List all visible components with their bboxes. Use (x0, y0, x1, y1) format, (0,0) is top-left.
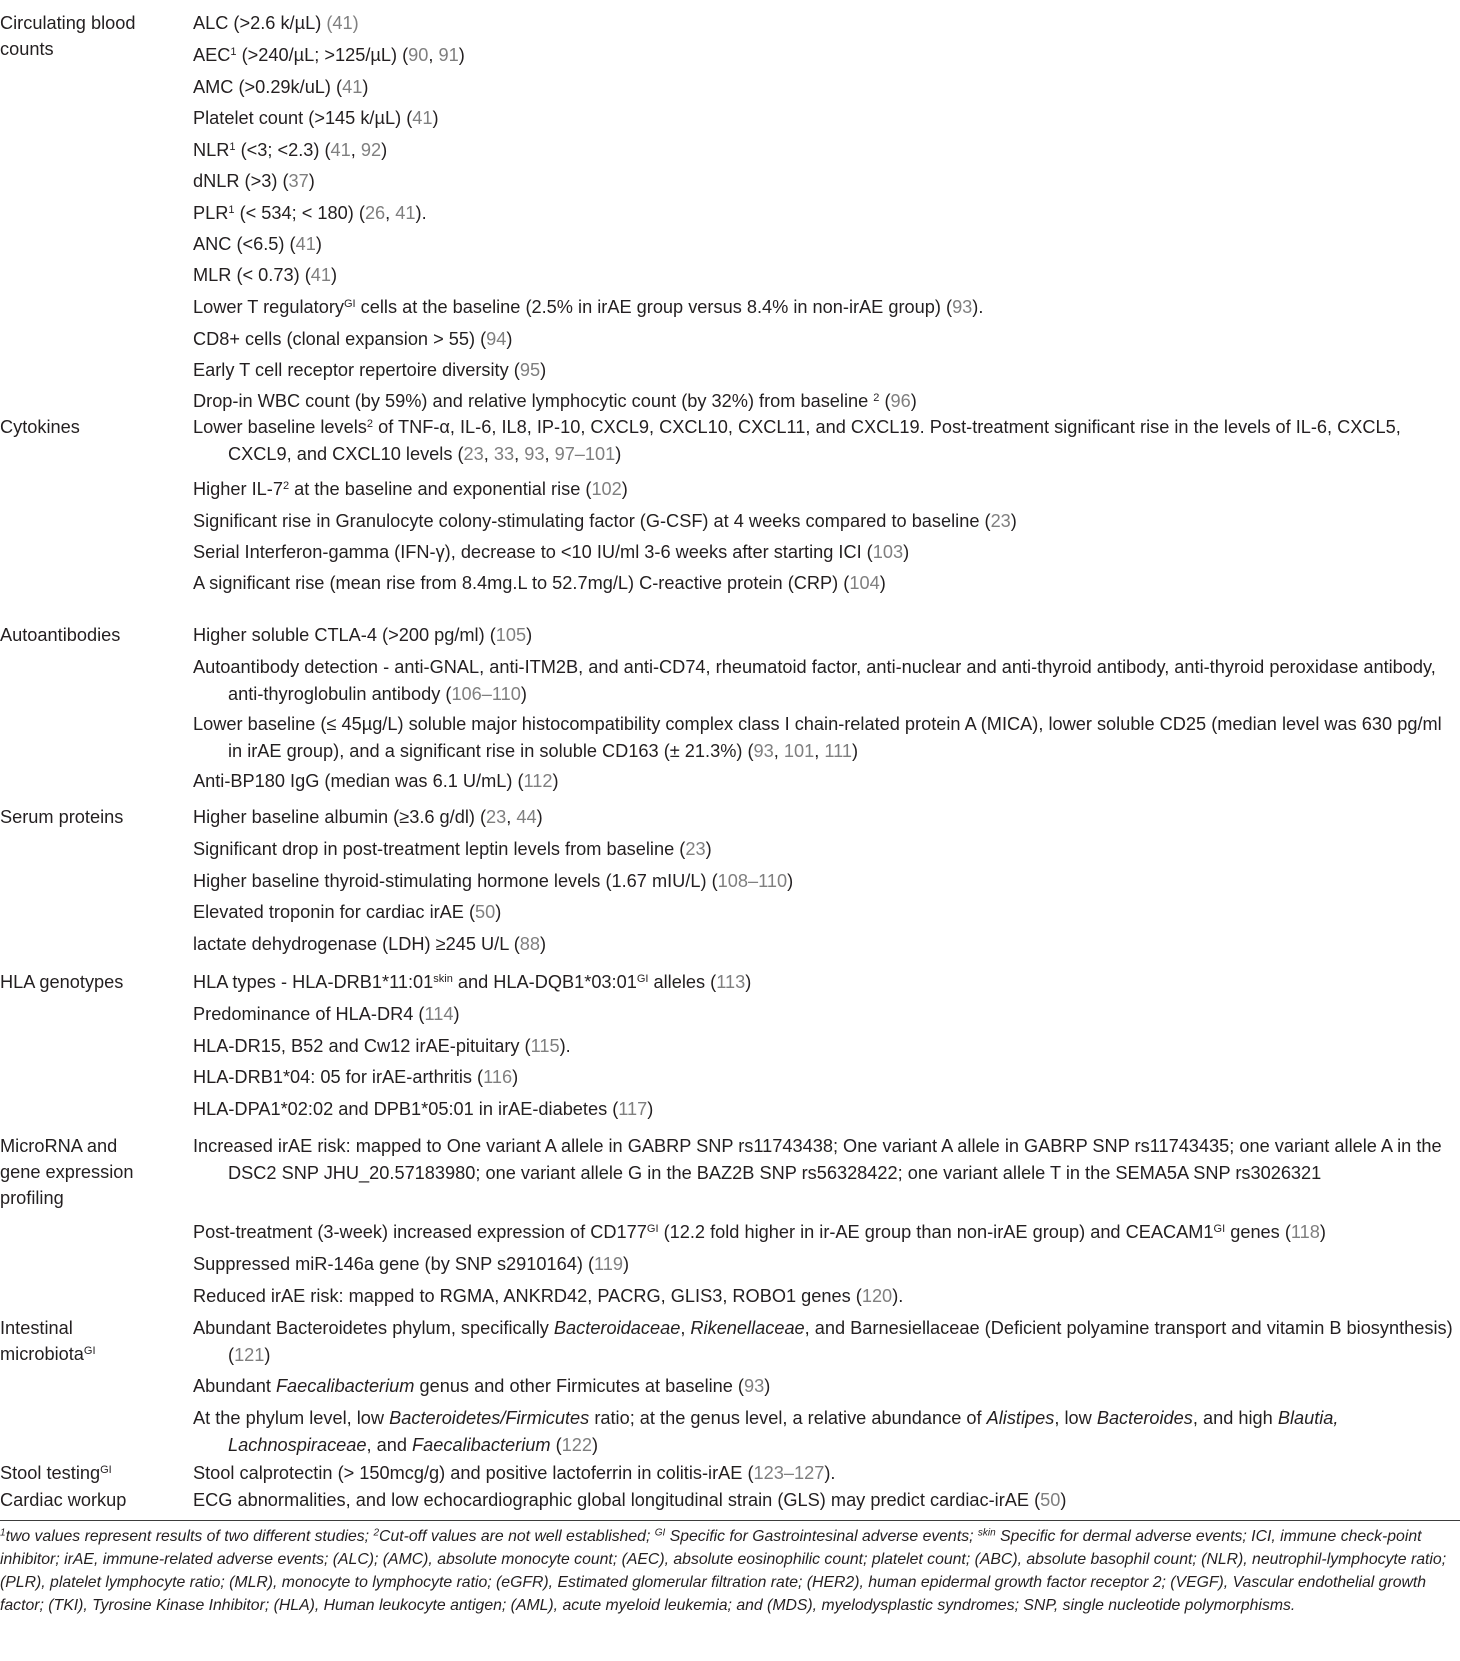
reference-link[interactable]: 91 (438, 45, 459, 65)
text-run: Predominance of HLA-DR4 ( (193, 1004, 425, 1024)
entry-text (193, 1460, 1458, 1487)
entry-text (193, 137, 1458, 164)
text-run: ) (1319, 1222, 1326, 1242)
reference-link[interactable]: 97–101 (554, 444, 616, 464)
entry-text (193, 1405, 1458, 1459)
reference-link[interactable]: 94 (486, 329, 507, 349)
entry-text (193, 868, 1458, 895)
text-run: ) (512, 1067, 519, 1087)
text-run: (12.2 fold higher in ir-AE group than non-irAE group) and CEACAM1 (658, 1222, 1214, 1242)
text-run: ( (550, 1435, 562, 1455)
italic-taxon: Bacteroidetes/Firmicutes (389, 1408, 590, 1428)
table-row (193, 200, 1458, 227)
reference-link[interactable]: 115 (530, 1036, 560, 1056)
text-run: A significant rise (mean rise from 8.4mg.L to 52.7mg/L) C-reactive protein (CRP) ( (193, 573, 850, 593)
table-row (193, 262, 1458, 289)
table-row (193, 10, 1458, 37)
reference-link[interactable]: 93 (952, 297, 973, 317)
text-run: CD8+ cells (clonal expansion > 55) ( (193, 329, 487, 349)
text-run: ANC (<6.5) ( (193, 234, 296, 254)
text-run: ) (540, 360, 547, 380)
text-run: , (385, 203, 396, 223)
reference-link[interactable]: 88 (519, 934, 540, 954)
italic-taxon: Rikenellaceae (690, 1318, 805, 1338)
superscript: skin (977, 1527, 996, 1539)
table-row (193, 105, 1458, 132)
text-run: ) (745, 972, 752, 992)
text-run: Serial Interferon-gamma (IFN-γ), decrease to <10 IU/ml 3-6 weeks after starting ICI ( (193, 542, 873, 562)
text-run: Higher IL-7 (193, 479, 283, 499)
text-run: Elevated troponin for cardiac irAE ( (193, 902, 476, 922)
text-run: ) (615, 444, 622, 464)
text-run: , (514, 444, 525, 464)
entry-text (193, 1033, 1458, 1060)
text-run: ) (453, 1004, 460, 1024)
table-row (193, 414, 1458, 468)
text-run: ) (381, 140, 388, 160)
text-run: ) (764, 1376, 771, 1396)
reference-link[interactable]: 41 (342, 77, 363, 97)
table-row (193, 711, 1458, 765)
entry-text (193, 1133, 1458, 1187)
table-row (193, 1033, 1458, 1060)
superscript: 1 (0, 1527, 6, 1539)
table-row (193, 294, 1458, 321)
table-row (193, 1251, 1458, 1278)
italic-taxon: Faecalibacterium (412, 1435, 551, 1455)
text-run: MLR (< 0.73) ( (193, 265, 311, 285)
text-run: ). (972, 297, 984, 317)
reference-link[interactable]: 120 (861, 1286, 893, 1306)
superscript: GI (83, 1344, 96, 1357)
entry-text (193, 294, 1458, 321)
text-run: ) (903, 542, 910, 562)
reference-link[interactable]: 119 (594, 1254, 624, 1274)
entry-text (193, 804, 1458, 831)
table-row (193, 1001, 1458, 1028)
reference-link[interactable]: 96 (890, 391, 911, 411)
text-run: , and high (1192, 1408, 1278, 1428)
italic-taxon: Bacteroides (1096, 1408, 1193, 1428)
entry-text (193, 262, 1458, 289)
text-run: Drop-in WBC count (by 59%) and relative lymphocytic count (by 32%) from baseline (193, 391, 874, 411)
text-run: ) (264, 1345, 271, 1365)
text-run: ) (787, 871, 794, 891)
text-run: lactate dehydrogenase (LDH) ≥245 U/L ( (193, 934, 520, 954)
text-run: dNLR (>3) ( (193, 171, 289, 191)
superscript: 2 (282, 479, 290, 492)
entry-text (193, 711, 1458, 765)
text-run: Increased irAE risk: mapped to One variant A allele in GABRP SNP rs11743438; One variant A allele in GABRP SNP rs11743435; one variant allele A in the DSC2 SNP JHU_20.57183980; one variant allele G in the BAZ2B SNP rs56328422; one variant allele T in the SEMA5A SNP rs3026321 (193, 1136, 1442, 1183)
text-run: Abundant (193, 1376, 276, 1396)
category-line: Cytokines (0, 417, 80, 437)
table-row (193, 1405, 1458, 1459)
entry-text (193, 10, 1458, 37)
text-run: HLA-DRB1*04: 05 for irAE-arthritis ( (193, 1067, 484, 1087)
text-run: Higher baseline albumin (≥3.6 g/dl) ( (193, 807, 487, 827)
text-run: ) (1060, 1490, 1067, 1510)
text-run: ALC (>2.6 k/µL) (193, 13, 327, 33)
table-row (193, 931, 1458, 958)
reference-link[interactable]: 104 (849, 573, 880, 593)
superscript: 2 (373, 1527, 380, 1539)
text-run: , (428, 45, 439, 65)
text-run: ). (824, 1463, 836, 1483)
table-row (193, 539, 1458, 566)
table-row (193, 969, 1458, 996)
text-run: and HLA-DQB1*03:01 (452, 972, 637, 992)
text-run: genus and other Firmicutes at baseline ( (414, 1376, 744, 1396)
text-run: ) (705, 839, 712, 859)
text-run: ) (852, 741, 859, 761)
text-run: Specific for Gastrointesinal adverse events; (665, 1528, 978, 1545)
entry-text (193, 476, 1458, 503)
text-run: ) (540, 934, 547, 954)
text-run: , and (366, 1435, 413, 1455)
text-run: ) (1010, 511, 1017, 531)
category-line: profiling (0, 1188, 64, 1208)
superscript: GI (646, 1222, 659, 1235)
superscript: GI (100, 1463, 112, 1476)
text-run: ) (520, 684, 527, 704)
category-line: gene expression (0, 1162, 134, 1182)
reference-link[interactable]: 122 (561, 1435, 593, 1455)
text-run: HLA-DR15, B52 and Cw12 irAE-pituitary ( (193, 1036, 531, 1056)
text-run: ) (552, 771, 559, 791)
reference-link[interactable]: 106–110 (451, 684, 521, 704)
text-run: ). (892, 1286, 904, 1306)
text-run: ) (592, 1435, 599, 1455)
reference-link[interactable]: 93 (753, 741, 774, 761)
reference-link[interactable]: 108–110 (717, 871, 788, 891)
reference-link[interactable]: 113 (716, 972, 746, 992)
table-row (193, 868, 1458, 895)
text-run: ) (330, 265, 338, 285)
table-row (193, 231, 1458, 258)
reference-link[interactable]: 50 (475, 902, 496, 922)
reference-link[interactable]: 114 (424, 1004, 454, 1024)
superscript: 1 (230, 45, 237, 58)
reference-link[interactable]: 23 (463, 444, 484, 464)
category-label (0, 10, 180, 62)
reference-link[interactable]: 103 (872, 542, 904, 562)
text-run: at the baseline and exponential rise ( (289, 479, 592, 499)
reference-link[interactable]: 37 (288, 171, 309, 191)
text-run: genes ( (1225, 1222, 1291, 1242)
category-line: Cardiac workup (0, 1490, 127, 1510)
reference-link[interactable]: 26 (364, 203, 386, 223)
category-line: Serum proteins (0, 807, 124, 827)
text-run: Lower T regulatory (193, 297, 344, 317)
table-row (193, 768, 1458, 795)
text-run: ) (623, 1254, 630, 1274)
text-run: Higher baseline thyroid-stimulating hormone levels (1.67 mIU/L) ( (193, 871, 718, 891)
text-run: Autoantibody detection - anti-GNAL, anti-ITM2B, and anti-CD74, rheumatoid factor, anti-nuclear and anti-thyroid antibody, anti-thyroid peroxidase antibody, anti-thyroglobulin antibody ( (193, 657, 1436, 704)
text-run: , (773, 741, 784, 761)
italic-taxon: Bacteroidaceae (553, 1318, 681, 1338)
reference-link[interactable]: 41 (412, 108, 433, 128)
table-row (193, 326, 1458, 353)
entry-text (193, 1001, 1458, 1028)
entry-text (193, 1219, 1458, 1246)
text-run: , (680, 1318, 691, 1338)
text-run: Abundant Bacteroidetes phylum, specifically (193, 1318, 554, 1338)
table-row (193, 476, 1458, 503)
superscript: GI (636, 972, 649, 985)
table-row (193, 1219, 1458, 1246)
category-label (0, 414, 180, 440)
entry-text (193, 969, 1458, 996)
text-run: alleles ( (648, 972, 717, 992)
table-row (193, 357, 1458, 384)
reference-link[interactable]: 121 (234, 1345, 265, 1365)
reference-link[interactable]: 105 (495, 625, 527, 645)
text-run: Lower baseline levels (193, 417, 367, 437)
entry-text (193, 414, 1458, 468)
text-run: AMC (>0.29k/uL) ( (193, 77, 343, 97)
category-label (0, 969, 180, 995)
text-run: Reduced irAE risk: mapped to RGMA, ANKRD42, PACRG, GLIS3, ROBO1 genes ( (193, 1286, 862, 1306)
category-line: counts (0, 39, 54, 59)
entry-text (193, 1373, 1458, 1400)
italic-taxon: Blautia, Lachnospiraceae (228, 1408, 1339, 1455)
table-row (193, 1064, 1458, 1091)
text-run: ) (506, 329, 513, 349)
text-run: ) (495, 902, 502, 922)
text-run: ). (559, 1036, 571, 1056)
text-run: , (483, 444, 494, 464)
text-run: ) (315, 234, 322, 254)
text-run: ) (308, 171, 315, 191)
reference-link[interactable]: 118 (1290, 1222, 1320, 1242)
superscript: 2 (873, 391, 880, 404)
text-run: Higher soluble CTLA-4 (>200 pg/ml) ( (193, 625, 496, 645)
text-run: Stool calprotectin (> 150mcg/g) and positive lactoferrin in colitis-irAE ( (193, 1463, 754, 1483)
table-row (193, 42, 1458, 69)
entry-text (193, 508, 1458, 535)
table-row (193, 74, 1458, 101)
category-label (0, 804, 180, 830)
text-run: Specific for dermal adverse events; ICI, immune check-point inhibitor; irAE, immune-related adverse events; (ALC); (AMC), absolute monocyte count; (AEC), absolute eosinophilic count; platelet count; (ABC), absolute basophil count; (NLR), neutrophil-lymphocyte ratio; (PLR), platelet lymphocyte ratio; (MLR), monocyte to lymphocyte ratio; (eGFR), Estimated glomerular filtration rate; (HER2), human epidermal growth factor receptor 2; (VEGF), Vascular endothelial growth factor; (TKI), Tyrosine Kinase Inhibitor; (HLA), Human leukocyte antigen; (AML), acute myeloid leukemia; and (MDS), myelodysplastic syndromes; SNP, single nucleotide polymorphisms. (0, 1528, 1447, 1614)
text-run: , (350, 140, 361, 160)
text-run: NLR (193, 140, 230, 160)
reference-link[interactable]: 90 (408, 45, 429, 65)
category-label (0, 1460, 180, 1486)
reference-link[interactable]: 117 (618, 1099, 648, 1119)
table-row (193, 1487, 1458, 1514)
text-run: (< 534; < 180) ( (234, 203, 365, 223)
table-row (193, 654, 1458, 708)
text-run: ratio; at the genus level, a relative abundance of (589, 1408, 987, 1428)
table-row (193, 1133, 1458, 1187)
table-row (193, 899, 1458, 926)
category-line: Intestinal (0, 1318, 73, 1338)
reference-link[interactable]: 23 (990, 511, 1011, 531)
entry-text (193, 326, 1458, 353)
reference-link[interactable]: 41 (395, 203, 416, 223)
text-run: , (506, 807, 517, 827)
entry-text (193, 1096, 1458, 1123)
table-row (193, 1460, 1458, 1487)
reference-link[interactable]: (41) (326, 13, 359, 33)
text-run: ) (647, 1099, 654, 1119)
text-run: , low (1054, 1408, 1097, 1428)
reference-link[interactable]: 92 (360, 140, 382, 160)
reference-link[interactable]: 93 (744, 1376, 765, 1396)
category-line: microbiota$^{GI}$ (0, 1344, 96, 1364)
reference-link[interactable]: 116 (483, 1067, 513, 1087)
italic-taxon: Faecalibacterium (275, 1376, 415, 1396)
entry-text (193, 1315, 1458, 1369)
text-run: ( (879, 391, 891, 411)
text-run: ). (415, 203, 427, 223)
table-bottom-rule (0, 1520, 1460, 1521)
text-run: Platelet count (>145 k/µL) ( (193, 108, 413, 128)
reference-link[interactable]: 112 (523, 771, 553, 791)
table-row (193, 1283, 1458, 1310)
table-row (193, 836, 1458, 863)
table-row (193, 137, 1458, 164)
table-row (193, 622, 1458, 649)
superscript: GI (1213, 1222, 1226, 1235)
text-run: , and Barnesiellaceae (Deficient polyamine transport and vitamin B biosynthesis) ( (228, 1318, 1453, 1365)
reference-link[interactable]: 23 (685, 839, 706, 859)
superscript: skin (433, 972, 453, 985)
entry-text (193, 899, 1458, 926)
text-run: HLA-DPA1*02:02 and DPB1*05:01 in irAE-diabetes ( (193, 1099, 619, 1119)
table-row (193, 388, 1458, 415)
category-line: Circulating blood (0, 13, 136, 33)
superscript: 2 (366, 417, 374, 430)
category-line: HLA genotypes (0, 972, 124, 992)
text-run: two values represent results of two different studies; (5, 1528, 374, 1545)
superscript: GI (654, 1527, 666, 1539)
text-run: ) (526, 625, 533, 645)
text-run: (>240/µL; >125/µL) ( (236, 45, 409, 65)
entry-text (193, 1251, 1458, 1278)
reference-link[interactable]: 41 (295, 234, 316, 254)
text-run: , (814, 741, 825, 761)
text-run: (<3; <2.3) ( (235, 140, 331, 160)
text-run: PLR (193, 203, 229, 223)
category-line: Autoantibodies (0, 625, 121, 645)
italic-taxon: Alistipes (986, 1408, 1055, 1428)
table-row (193, 1096, 1458, 1123)
text-run: HLA types - HLA-DRB1*11:01 (193, 972, 434, 992)
text-run: cells at the baseline (2.5% in irAE group versus 8.4% in non-irAE group) ( (355, 297, 953, 317)
text-run: Significant rise in Granulocyte colony-stimulating factor (G-CSF) at 4 weeks compared to baseline ( (193, 511, 991, 531)
text-run: Suppressed miR-146a gene (by SNP s2910164) ( (193, 1254, 595, 1274)
text-run: ) (536, 807, 543, 827)
entry-text (193, 168, 1458, 195)
reference-link[interactable]: 123–127 (753, 1463, 825, 1483)
text-run: , (544, 444, 555, 464)
entry-text (193, 1064, 1458, 1091)
table-row (193, 168, 1458, 195)
category-line: MicroRNA and (0, 1136, 118, 1156)
reference-link[interactable]: 41 (330, 140, 351, 160)
text-run: AEC (193, 45, 231, 65)
category-line: Stool testing$^{GI}$ (0, 1463, 112, 1483)
text-run: Significant drop in post-treatment leptin levels from baseline ( (193, 839, 686, 859)
reference-link[interactable]: 102 (591, 479, 622, 499)
text-run: At the phylum level, low (193, 1408, 390, 1428)
text-run: ) (621, 479, 628, 499)
table-row (193, 804, 1458, 831)
table-row (193, 1373, 1458, 1400)
reference-link[interactable]: 41 (310, 265, 331, 285)
entry-text (193, 105, 1458, 132)
reference-link[interactable]: 44 (516, 807, 537, 827)
reference-link[interactable]: 101 (783, 741, 815, 761)
text-run: Post-treatment (3-week) increased expression of CD177 (193, 1222, 647, 1242)
reference-link[interactable]: 95 (519, 360, 541, 380)
table-row (193, 1315, 1458, 1369)
text-run: Early T cell receptor repertoire diversity ( (193, 360, 520, 380)
text-run: ECG abnormalities, and low echocardiographic global longitudinal strain (GLS) may predict cardiac-irAE ( (193, 1490, 1041, 1510)
text-run: ) (362, 77, 369, 97)
entry-text (193, 539, 1458, 566)
entry-text (193, 622, 1458, 649)
text-run: ) (879, 573, 886, 593)
reference-link[interactable]: 33 (493, 444, 515, 464)
category-label (0, 1133, 180, 1211)
table-footnote (0, 1525, 1460, 1617)
entry-text (193, 570, 1458, 597)
text-run: ) (432, 108, 439, 128)
entry-text (193, 654, 1458, 708)
reference-link[interactable]: 93 (524, 444, 545, 464)
table-row (193, 508, 1458, 535)
text-run: Anti-BP180 IgG (median was 6.1 U/mL) ( (193, 771, 524, 791)
entry-text (193, 200, 1458, 227)
reference-link[interactable]: 111 (824, 741, 853, 761)
entry-text (193, 931, 1458, 958)
superscript: GI (343, 297, 356, 310)
category-label (0, 1487, 180, 1513)
reference-link[interactable]: 23 (486, 807, 507, 827)
entry-text (193, 74, 1458, 101)
text-run: ) (910, 391, 917, 411)
entry-text (193, 388, 1458, 415)
entry-text (193, 1487, 1458, 1514)
text-run: Lower baseline (≤ 45µg/L) soluble major histocompatibility complex class I chain-related protein A (MICA), lower soluble CD25 (median level was 630 pg/ml in irAE group), and a significant rise in soluble CD163 (± 21.3%) ( (193, 714, 1442, 761)
superscript: 1 (229, 140, 236, 153)
superscript: 1 (228, 203, 235, 216)
category-label (0, 1315, 180, 1367)
entry-text (193, 768, 1458, 795)
category-label (0, 622, 180, 648)
text-run: of TNF-α, IL-6, IL8, IP-10, CXCL9, CXCL10, CXCL11, and CXCL19. Post-treatment significant rise in the levels of IL-6, CXCL5, CXCL9, and CXCL10 levels ( (228, 417, 1401, 464)
reference-link[interactable]: 50 (1040, 1490, 1061, 1510)
entry-text (193, 42, 1458, 69)
entry-text (193, 231, 1458, 258)
text-run: ) (458, 45, 465, 65)
entry-text (193, 357, 1458, 384)
text-run: Cut-off values are not well established; (379, 1528, 655, 1545)
table-row (193, 570, 1458, 597)
entry-text (193, 836, 1458, 863)
entry-text (193, 1283, 1458, 1310)
